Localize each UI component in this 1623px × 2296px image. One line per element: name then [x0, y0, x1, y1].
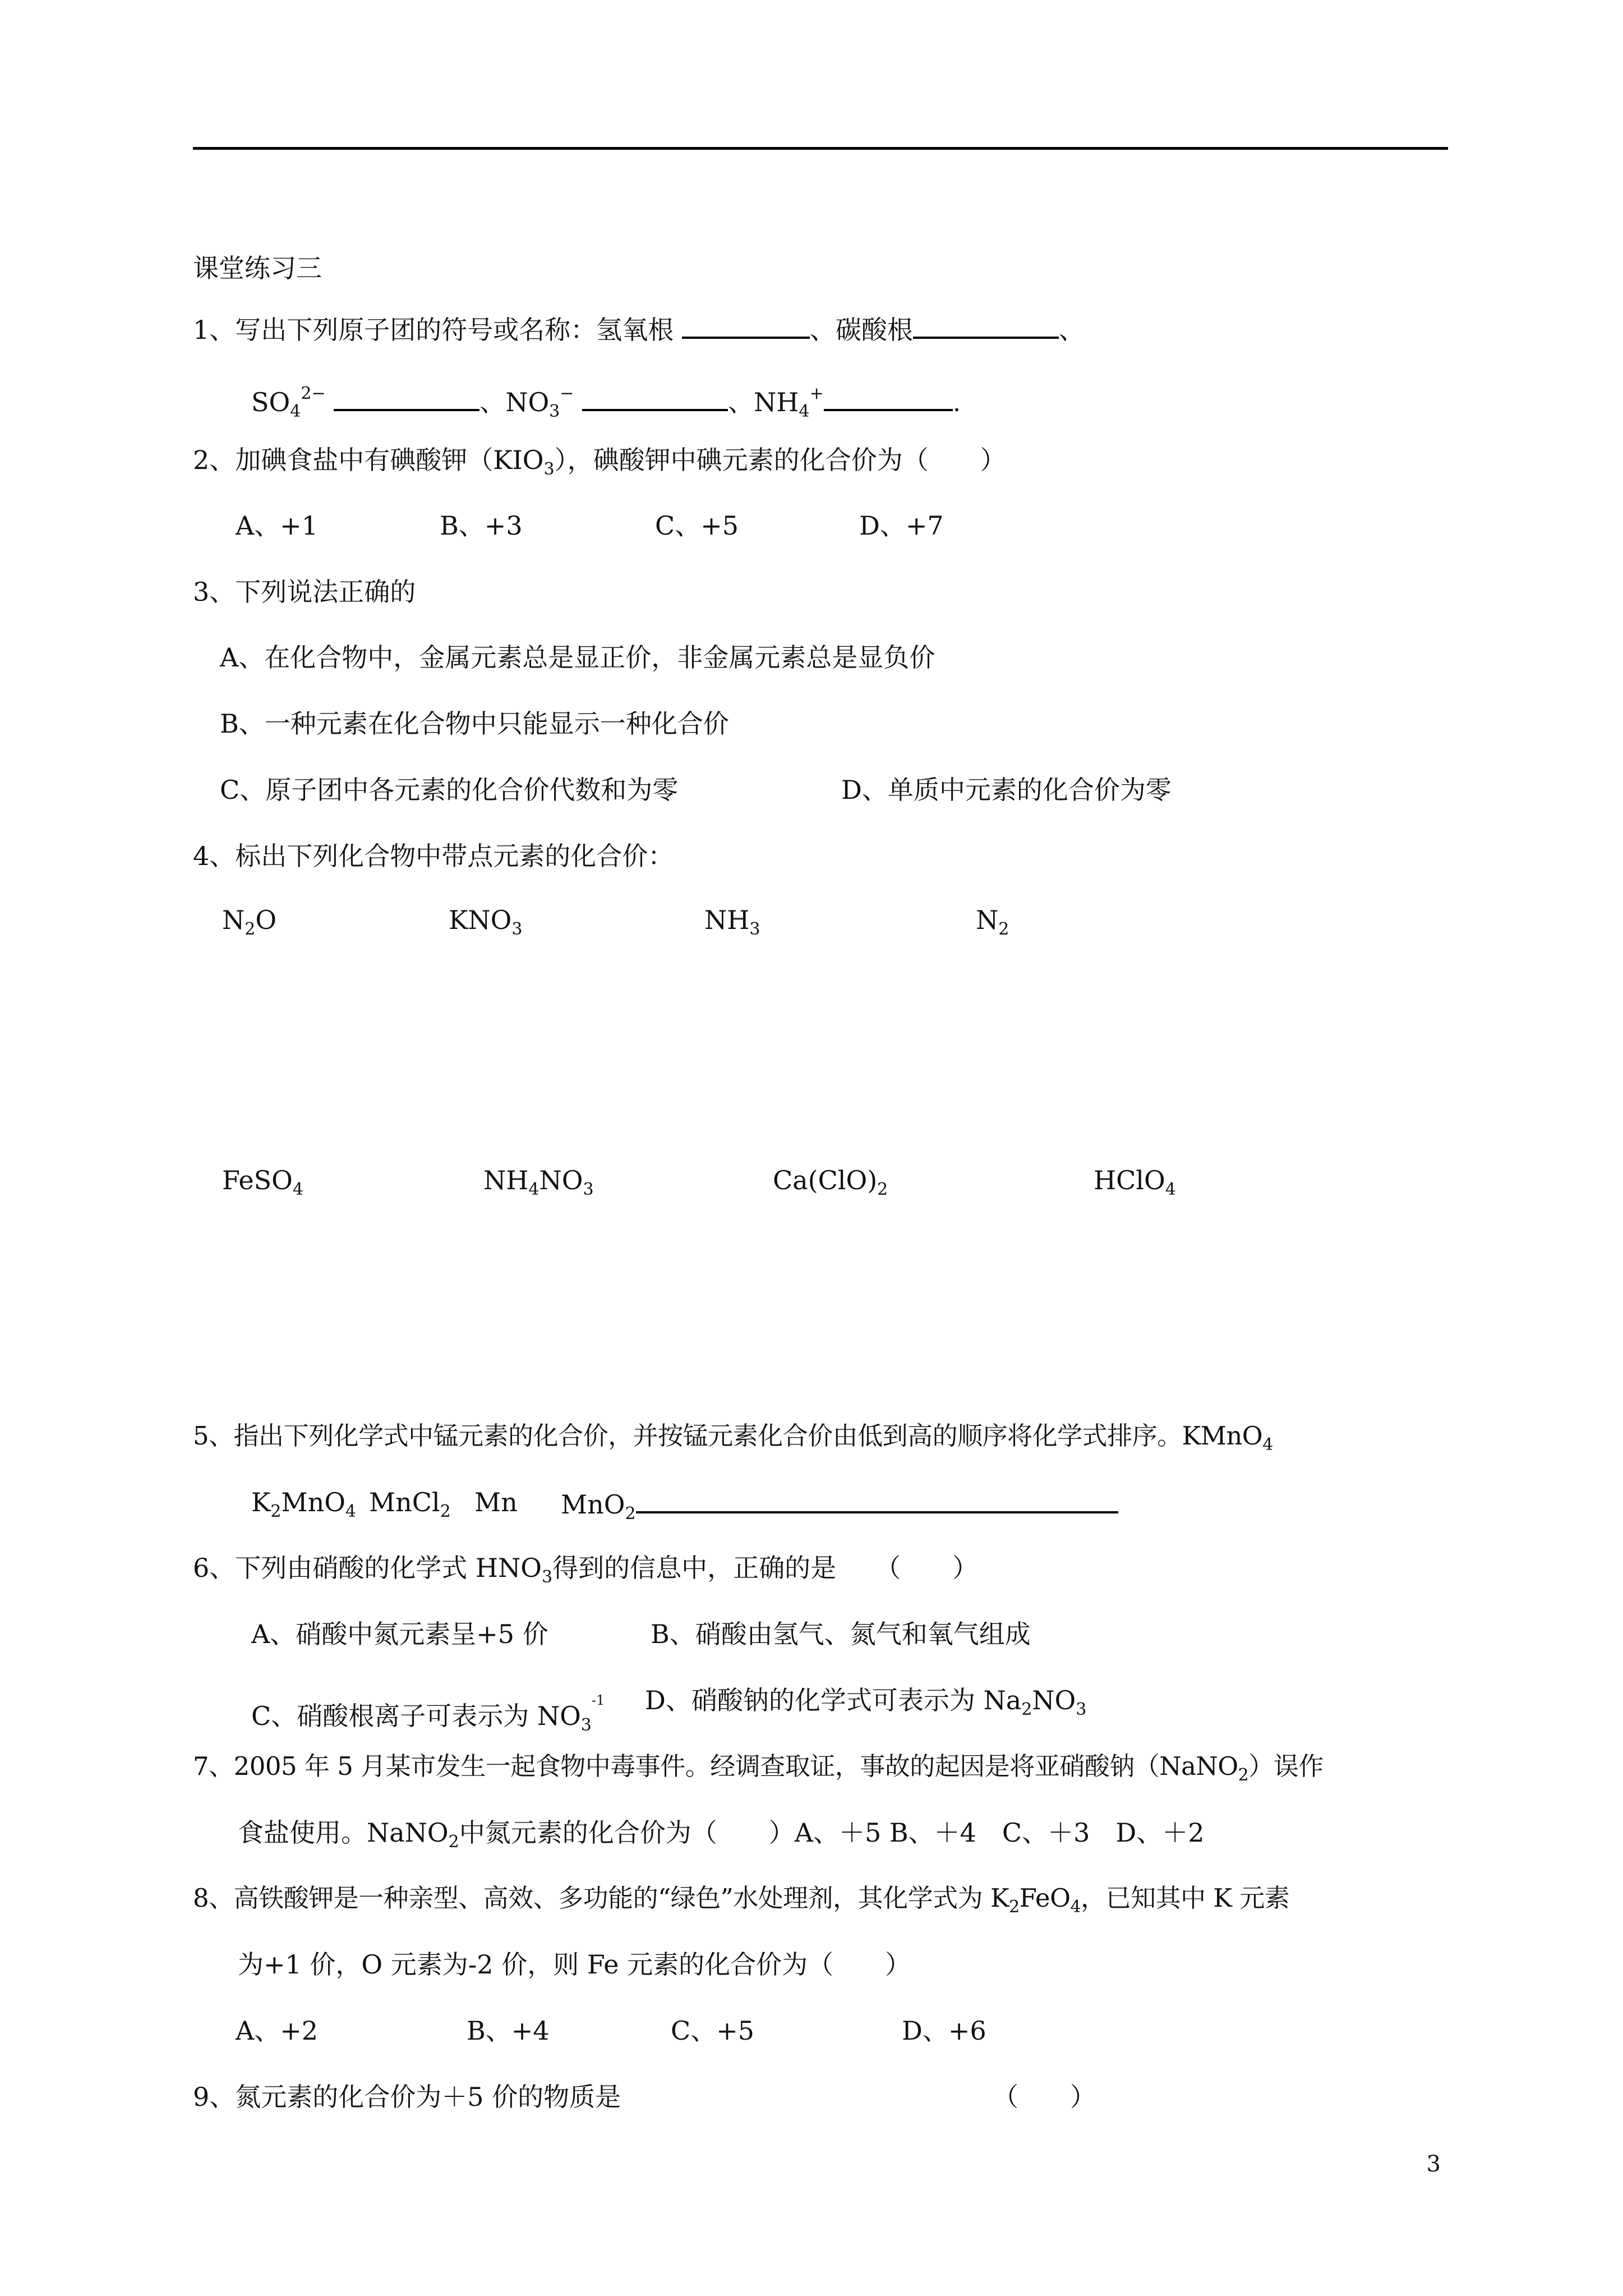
- q6-option-c[interactable]: C、硝酸根离子可表示为 $NO_3^{-1}$: [251, 1692, 605, 1735]
- ion-sulfate: $SO_4^{2-}$: [251, 384, 326, 421]
- q8-option-a[interactable]: A、+2: [236, 2016, 319, 2046]
- section-title: 课堂练习三: [193, 253, 322, 283]
- q3-option-c[interactable]: C、原子团中各元素的化合价代数和为零: [220, 775, 679, 805]
- q8-option-c[interactable]: C、+5: [671, 2016, 755, 2046]
- formula-kno3: $KNO_3$: [449, 905, 523, 939]
- question-7-line2: 食盐使用。NaNO$_2$中氮元素的化合价为（ ）A、＋5 B、＋4 C、＋3 D、＋2: [238, 1818, 1205, 1852]
- question-7: 7、2005 年 5 月某市发生一起食物中毒事件。经调查取证，事故的起因是将亚硝酸钠（NaNO$_2$）误作: [193, 1751, 1324, 1785]
- answer-blank-nitrate[interactable]: [582, 383, 728, 411]
- q1-sep2: 、: [479, 387, 506, 417]
- answer-blank-hydroxide[interactable]: [682, 311, 810, 339]
- question-4: 4、标出下列化合物中带点元素的化合价：: [193, 841, 674, 871]
- question-5: 5、指出下列化学式中锰元素的化合价，并按锰元素化合价由低到高的顺序将化学式排序。KMnO$_4$: [193, 1421, 1273, 1455]
- q6-option-a[interactable]: A、硝酸中氮元素呈+5 价: [251, 1619, 548, 1649]
- ion-nitrate: $NO_3^-$: [505, 384, 574, 421]
- answer-blank-carbonate[interactable]: [913, 311, 1059, 339]
- q5-formulas: [251, 1485, 356, 1529]
- q3-option-b[interactable]: B、一种元素在化合物中只能显示一种化合价: [220, 708, 729, 739]
- answer-blank-ammonium[interactable]: [824, 383, 953, 411]
- q2-option-c[interactable]: C、+5: [655, 510, 739, 541]
- q1-end: .: [952, 387, 961, 417]
- q1-sep-end: 、: [1058, 315, 1085, 345]
- formula-nh4no3: $NH_4NO_3$: [483, 1165, 594, 1199]
- q8-option-d[interactable]: D、+6: [902, 2016, 986, 2046]
- formula-mncl2: MnCl$_2$: [369, 1487, 451, 1521]
- question-1-line2: [251, 377, 961, 429]
- formula-mno2: MnO$_2$: [561, 1485, 1118, 1531]
- q3-option-d[interactable]: D、单质中元素的化合价为零: [841, 775, 1172, 805]
- question-1: [193, 311, 1085, 347]
- formula-mn: Mn: [474, 1487, 518, 1517]
- formula-nh3: $NH_3$: [704, 905, 760, 939]
- formula-n2o: $N_2O$: [222, 905, 277, 939]
- q8-option-b[interactable]: B、+4: [467, 2016, 550, 2046]
- question-9: 9、氮元素的化合价为＋5 价的物质是: [193, 2082, 621, 2112]
- formula-k2mno4: $K_2MnO_4$: [251, 1487, 357, 1521]
- q2-option-d[interactable]: D、+7: [859, 510, 944, 541]
- q9-answer-paren[interactable]: （ ）: [993, 2082, 1096, 2112]
- question-8: 8、高铁酸钾是一种亲型、高效、多功能的“绿色”水处理剂，其化学式为 $K_2FeO_4$，已知其中 K 元素: [193, 1883, 1290, 1917]
- formula-feso4: FeSO$_4$: [222, 1165, 303, 1199]
- q6-option-d[interactable]: D、硝酸钠的化学式可表示为 $Na_2NO_3$: [645, 1685, 1087, 1719]
- page-number: 3: [1426, 2151, 1441, 2177]
- q2-option-b[interactable]: B、+3: [440, 510, 523, 541]
- question-2: 2、加碘食盐中有碘酸钾$(KIO_3)$，碘酸钾中碘元素的化合价为（ ）: [193, 445, 1006, 479]
- ion-ammonium: $NH_4^+$: [754, 384, 824, 421]
- q1-sep: 、碳酸根: [809, 315, 913, 345]
- question-3: 3、下列说法正确的: [193, 577, 416, 607]
- question-8-line2: 为+1 价，O 元素为-2 价，则 Fe 元素的化合价为（ ）: [238, 1949, 911, 1980]
- answer-blank-order[interactable]: [636, 1485, 1118, 1513]
- header-rule: [193, 147, 1448, 150]
- q1-sep3: 、: [728, 387, 754, 417]
- formula-n2: $N_2$: [976, 905, 1009, 939]
- formula-hclo4: HClO$_4$: [1094, 1165, 1176, 1199]
- q6-option-b[interactable]: B、硝酸由氢气、氮气和氧气组成: [651, 1619, 1031, 1649]
- q2-option-a[interactable]: A、+1: [236, 510, 319, 541]
- formula-caclo2: $Ca(ClO)_2$: [773, 1165, 888, 1199]
- q1-text: 1、写出下列原子团的符号或名称：氢氧根: [193, 315, 682, 345]
- question-6: 6、下列由硝酸的化学式 $HNO_3$得到的信息中，正确的是 （ ）: [193, 1553, 979, 1587]
- q3-option-a[interactable]: A、在化合物中，金属元素总是显正价，非金属元素总是显负价: [220, 642, 935, 673]
- answer-blank-sulfate[interactable]: [334, 383, 479, 411]
